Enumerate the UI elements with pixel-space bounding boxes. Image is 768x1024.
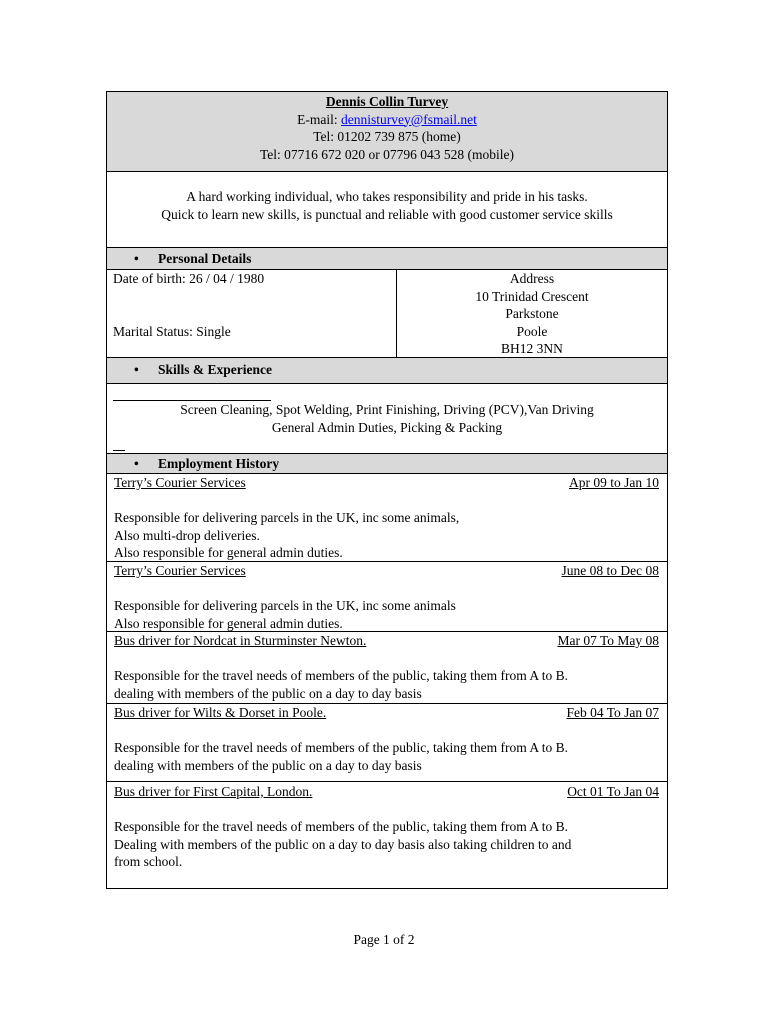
job-entry (107, 632, 667, 704)
job-description (114, 597, 659, 632)
address-line: Poole (516, 323, 548, 339)
home-phone: Tel: 01202 739 875 (home) (313, 129, 461, 144)
email-label: E-mail: (297, 111, 342, 127)
address-line: 10 Trinidad Crescent (475, 288, 589, 304)
section-title: Personal Details (158, 251, 252, 266)
section-title: Skills & Experience (158, 362, 272, 377)
email-line (107, 111, 667, 129)
skills-line: Screen Cleaning, Spot Welding, Print Finishing, Driving (PCV),Van Driving (180, 402, 594, 417)
job-duty: Also multi-drop deliveries. (114, 527, 260, 543)
address-line: BH12 3NN (501, 341, 563, 356)
personal-details (107, 270, 667, 358)
job-duty: Dealing with members of the public on a day to day basis also taking children to and (114, 836, 572, 852)
page-number: Page 1 of 2 (353, 932, 415, 947)
skills-section (107, 384, 667, 454)
job-employer: Bus driver for First Capital, London. (114, 784, 313, 799)
job-duty: dealing with members of the public on a day to day basis (114, 685, 422, 701)
job-dates: June 08 to Dec 08 (561, 563, 659, 578)
job-duty: Responsible for the travel needs of members of the public, taking them from A to B. (114, 740, 569, 755)
job-header (114, 783, 659, 801)
job-entry (107, 782, 667, 888)
bullet-icon: • (134, 251, 139, 266)
job-header (114, 474, 659, 492)
address-block (397, 270, 667, 357)
job-duty: Also responsible for general admin duties. (114, 615, 343, 631)
job-employer: Bus driver for Wilts & Dorset in Poole. (114, 705, 327, 720)
summary-line: Quick to learn new skills, is punctual and reliable with good customer service skills (161, 206, 613, 222)
address-line: Parkstone (505, 306, 559, 321)
cv-document (106, 91, 668, 889)
section-title: Employment History (158, 456, 280, 471)
bullet-icon: • (134, 456, 139, 471)
job-duty: Also responsible for general admin duties. (114, 545, 343, 560)
job-header (114, 704, 659, 722)
job-description (114, 739, 659, 774)
job-entry (107, 704, 667, 782)
job-description (114, 818, 659, 871)
skills-line: General Admin Duties, Picking & Packing (271, 419, 503, 435)
mobile-phone: Tel: 07716 672 020 or 07796 043 528 (mobile) (259, 146, 515, 162)
skills-heading (107, 358, 667, 384)
marital-status: Marital Status: Single (113, 323, 231, 339)
date-of-birth: Date of birth: 26 / 04 / 1980 (113, 271, 265, 286)
job-employer: Terry’s Courier Services (114, 475, 246, 490)
divider (113, 450, 125, 451)
job-dates: Oct 01 To Jan 04 (567, 784, 659, 799)
job-entry (107, 562, 667, 632)
skills-list (107, 401, 667, 436)
job-duty: Responsible for the travel needs of members of the public, taking them from A to B. (114, 668, 569, 683)
contact-header (107, 92, 667, 172)
job-employer: Terry’s Courier Services (114, 563, 246, 578)
job-duty: dealing with members of the public on a day to day basis (114, 757, 422, 773)
job-dates: Mar 07 To May 08 (557, 633, 659, 648)
bullet-icon: • (134, 362, 139, 377)
job-entry (107, 474, 667, 562)
summary-line: A hard working individual, who takes responsibility and pride in his tasks. (186, 189, 588, 204)
job-employer: Bus driver for Nordcat in Sturminster Newton. (114, 633, 367, 648)
job-header (114, 632, 659, 650)
job-dates: Apr 09 to Jan 10 (569, 475, 659, 490)
address-line: Address (509, 271, 555, 286)
job-header (114, 562, 659, 580)
profile-summary (107, 172, 667, 248)
job-duty: Responsible for the travel needs of members of the public, taking them from A to B. (114, 819, 569, 834)
job-dates: Feb 04 To Jan 07 (566, 705, 659, 720)
job-description (114, 509, 659, 562)
employment-heading (107, 454, 667, 474)
job-duty: Responsible for delivering parcels in the UK, inc some animals, (114, 510, 460, 525)
job-duty: from school. (114, 854, 183, 869)
email-link[interactable]: dennisturvey@fsmail.net (341, 111, 477, 127)
personal-info (107, 270, 397, 357)
candidate-name: Dennis Collin Turvey (325, 94, 449, 109)
personal-details-heading (107, 248, 667, 270)
job-description (114, 667, 659, 702)
job-duty: Responsible for delivering parcels in the UK, inc some animals (114, 598, 456, 613)
